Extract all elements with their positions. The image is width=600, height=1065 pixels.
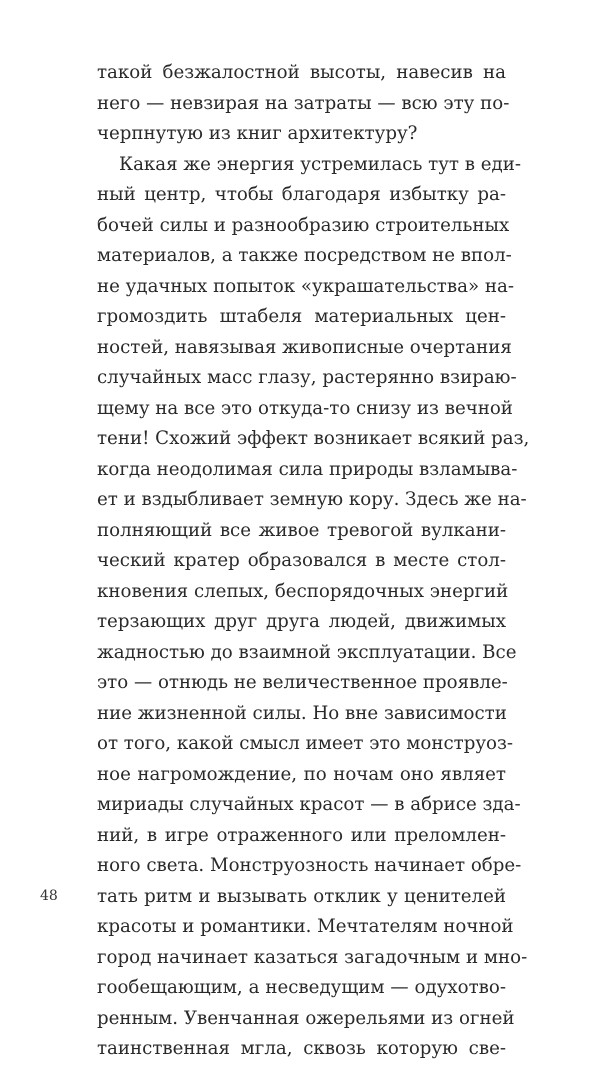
text-line: громоздить штабеля материальных цен- [97,306,506,327]
text-line: ное нагромождение, по ночам оно являет [97,763,506,785]
text-line: гообещающим, а несведущим — одухотво- [97,977,506,998]
text-line: терзающих друг друга людей, движимых [97,611,506,632]
text-line: ный центр, чтобы благодаря избытку ра- [97,184,506,205]
text-line: красоты и романтики. Мечтателям ночной [97,916,514,937]
text-line: ностей, навязывая живописные очертания [97,336,512,358]
text-line: город начинает казаться загадочным и мно- [97,946,528,968]
text-line: щему на все это откуда-то снизу из вечной [97,397,513,419]
text-line: материалов, а также посредством не впол- [97,245,512,266]
page-number: 48 [40,888,58,904]
text-line: ренным. Увенчанная ожерельями из огней [97,1007,515,1029]
text-line: от того, какой смысл имеет это монструоз- [97,733,514,754]
text-line: жадностью до взаимной эксплуатации. Все [97,641,517,663]
text-line: кновения слепых, беспорядочных энергий [97,580,509,602]
text-line: когда неодолимая сила природы взламыва- [97,458,518,480]
text-line: ет и вздыбливает земную кору. Здесь же на- [97,489,527,510]
text-line: ний, в игре отраженного или преломлен- [97,824,506,846]
text-line: бочей силы и разнообразию строительных [97,214,510,236]
text-line: случайных масс глазу, растерянно взираю- [97,367,517,388]
text-line: ного света. Монструозность начинает обре- [97,855,522,876]
text-line: тени! Схожий эффект возникает всякий раз, [97,428,530,449]
text-line: мириады случайных красот — в абрисе зда- [97,794,521,815]
text-line: тать ритм и вызывать отклик у ценителей [97,885,506,907]
text-line: такой безжалостной высоты, навесив на [97,62,506,83]
text-line: него — невзирая на затраты — всю эту по- [97,92,510,114]
text-line: не удачных попыток «украшательства» на- [97,275,514,297]
text-line: черпнутую из книг архитектуру? [97,123,418,144]
text-line: таинственная мгла, сквозь которую све- [97,1038,506,1059]
text-line: ческий кратер образовался в месте стол- [97,550,506,571]
text-line: ние жизненной силы. Но вне зависимости [97,702,507,724]
text-line: полняющий все живое тревогой вулкани- [97,519,506,541]
book-page-text [97,58,530,1065]
text-line: это — отнюдь не величественное проявле- [97,672,508,693]
text-line: Какая же энергия устремилась тут в еди- [119,153,522,175]
